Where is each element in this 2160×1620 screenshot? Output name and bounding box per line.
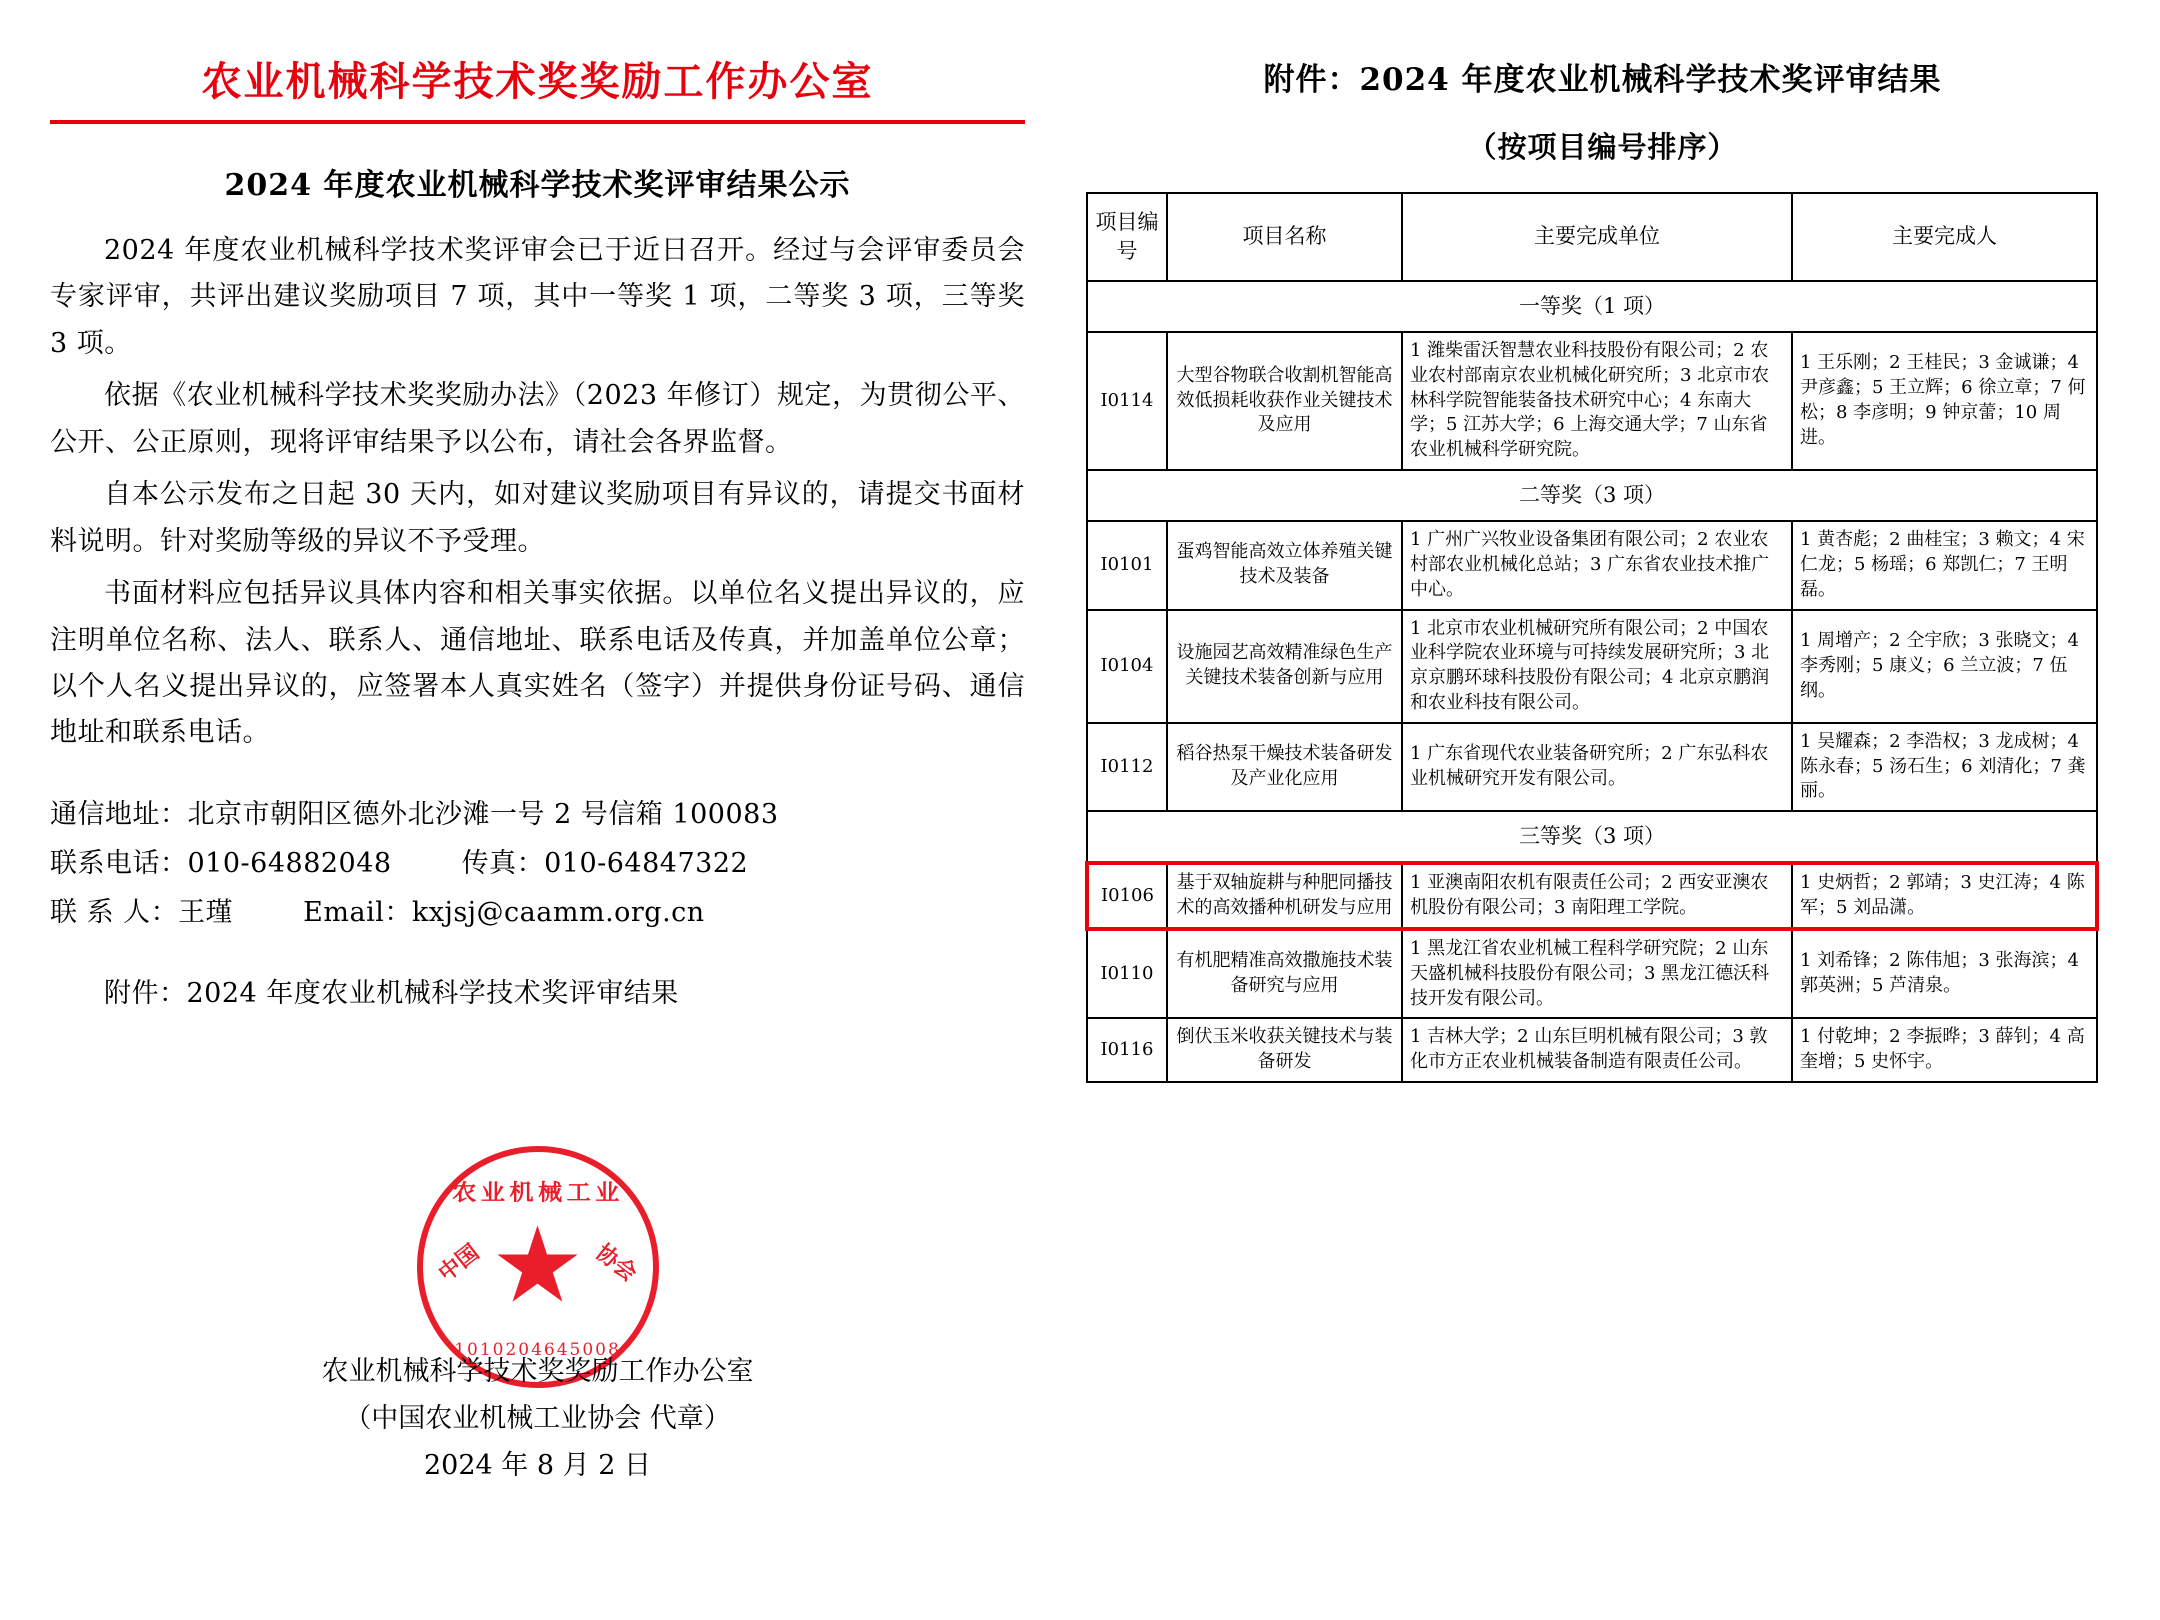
table-row	[1087, 521, 2097, 609]
header-main-units: 主要完成单位	[1402, 193, 1792, 281]
issuing-office-title: 农业机械科学技术奖奖励工作办公室	[201, 58, 874, 105]
contact-person-value: 王瑾	[178, 897, 234, 929]
contact-fax-label: 传真：	[461, 848, 545, 880]
cell-project-id: I0106	[1087, 863, 1167, 929]
signature-block	[50, 1106, 1025, 1490]
header-project-id: 项目编号	[1087, 193, 1167, 281]
header-main-people: 主要完成人	[1792, 193, 2097, 281]
cell-main-units: 1 广州广兴牧业设备集团有限公司；2 农业农村部农业机械化总站；3 广东省农业技术推广中心。	[1402, 521, 1792, 609]
notice-body	[50, 228, 1025, 757]
cell-main-people: 1 王乐刚；2 王桂民；3 金诚谦；4 尹彦鑫；5 王立辉；6 徐立章；7 何松；8 李彦明；9 钟京蕾；10 周进。	[1792, 332, 2097, 470]
table-row	[1087, 332, 2097, 470]
cell-project-id: I0114	[1087, 332, 1167, 470]
cell-main-people: 1 刘希锋；2 陈伟旭；3 张海滨；4 郭英洲；5 芦清泉。	[1792, 929, 2097, 1018]
cell-project-name: 倒伏玉米收获关键技术与装备研发	[1167, 1018, 1402, 1082]
cell-main-units: 1 黑龙江省农业机械工程科学研究院；2 山东天盛机械科技股份有限公司；3 黑龙江德沃科技开发有限公司。	[1402, 929, 1792, 1018]
cell-project-name: 稻谷热泵干燥技术装备研发及产业化应用	[1167, 723, 1402, 811]
table-row	[1087, 1018, 2097, 1082]
attachment-subtitle: （按项目编号排序）	[1467, 130, 1738, 164]
cell-main-people: 1 付乾坤；2 李振晔；3 薛钊；4 高奎增；5 史怀宇。	[1792, 1018, 2097, 1082]
table-header-row	[1087, 193, 2097, 281]
group-title-third-prize: 三等奖（3 项）	[1087, 811, 2097, 863]
attachment-title: 附件：2024 年度农业机械科学技术奖评审结果	[1263, 62, 1942, 98]
table-row	[1087, 723, 2097, 811]
cell-project-name: 有机肥精准高效撒施技术装备研究与应用	[1167, 929, 1402, 1018]
cell-main-people: 1 吴耀森；2 李浩权；3 龙成树；4 陈永春；5 汤石生；6 刘清化；7 龚丽。	[1792, 723, 2097, 811]
cell-main-people: 1 黄杏彪；2 曲桂宝；3 赖文；4 宋仁龙；5 杨瑶；6 郑凯仁；7 王明磊。	[1792, 521, 2097, 609]
group-title-first-prize: 一等奖（1 项）	[1087, 281, 2097, 332]
cell-project-id: I0110	[1087, 929, 1167, 1018]
cell-main-people: 1 史炳哲；2 郭靖；3 史江涛；4 陈军；5 刘品潇。	[1792, 863, 2097, 929]
notice-title: 2024 年度农业机械科学技术奖评审结果公示	[224, 168, 851, 203]
notice-paragraph-4: 书面材料应包括异议具体内容和相关事实依据。以单位名义提出异议的，应注明单位名称、法人、联系人、通信地址、联系电话及传真，并加盖单位公章；以个人名义提出异议的，应签署本人真实姓名（签字）并提供身份证号码、通信地址和联系电话。	[50, 578, 1025, 749]
contact-email-label: Email：	[303, 897, 412, 929]
contact-spacer-2	[233, 889, 303, 936]
group-title-second-prize: 二等奖（3 项）	[1087, 470, 2097, 521]
signature-date: 2024 年 8 月 2 日	[424, 1450, 651, 1482]
cell-project-id: I0112	[1087, 723, 1167, 811]
award-results-table	[1085, 192, 2099, 1083]
cell-main-units: 1 亚澳南阳农机有限责任公司；2 西安亚澳农机股份有限公司；3 南阳理工学院。	[1402, 863, 1792, 929]
cell-project-name: 基于双轴旋耕与种肥同播技术的高效播种机研发与应用	[1167, 863, 1402, 929]
seal-bottom-text: 1010204645008	[454, 1339, 621, 1360]
contact-person-row	[50, 889, 1025, 936]
notice-paragraph-1: 2024 年度农业机械科学技术奖评审会已于近日召开。经过与会评审委员会专家评审，共评出建议奖励项目 7 项，其中一等奖 1 项，二等奖 3 项，三等奖 3 项。	[50, 235, 1025, 359]
group-header-row	[1087, 281, 2097, 332]
seal-left-text: 中国	[433, 1238, 484, 1287]
contact-block	[50, 791, 1025, 937]
seal-star-icon: ★	[494, 1216, 581, 1317]
signature-association: （中国农业机械工业协会 代章）	[344, 1402, 731, 1434]
contact-address-label: 通信地址：	[50, 798, 188, 830]
contact-person-label: 联 系 人：	[50, 897, 179, 929]
seal-right-text: 协会	[591, 1238, 642, 1287]
cell-main-units: 1 广东省现代农业装备研究所；2 广东弘科农业机械研究开发有限公司。	[1402, 723, 1792, 811]
cell-project-name: 设施园艺高效精准绿色生产关键技术装备创新与应用	[1167, 610, 1402, 723]
cell-main-units: 1 北京市农业机械研究所有限公司；2 中国农业科学院农业环境与可持续发展研究所；3 北京京鹏环球科技股份有限公司；4 北京京鹏润和农业科技有限公司。	[1402, 610, 1792, 723]
contact-spacer	[392, 840, 462, 887]
group-header-row	[1087, 470, 2097, 521]
contact-address-row	[50, 791, 1025, 838]
table-row-highlighted	[1087, 863, 2097, 929]
cell-project-name: 蛋鸡智能高效立体养殖关键技术及装备	[1167, 521, 1402, 609]
contact-email-value: kxjsj@caamm.org.cn	[411, 897, 705, 929]
attachment-reference: 附件：2024 年度农业机械科学技术奖评审结果	[104, 977, 679, 1009]
group-header-row	[1087, 811, 2097, 863]
signature-office: 农业机械科学技术奖奖励工作办公室	[321, 1355, 754, 1387]
contact-address-value: 北京市朝阳区德外北沙滩一号 2 号信箱 100083	[187, 798, 779, 830]
notice-paragraph-2: 依据《农业机械科学技术奖奖励办法》（2023 年修订）规定，为贯彻公平、公开、公正原则，现将评审结果予以公布，请社会各界监督。	[50, 380, 1025, 458]
table-row	[1087, 610, 2097, 723]
cell-project-id: I0116	[1087, 1018, 1167, 1082]
contact-fax-value: 010-64847322	[544, 848, 749, 880]
cell-main-units: 1 潍柴雷沃智慧农业科技股份有限公司；2 农业农村部南京农业机械化研究所；3 北京市农林科学院智能装备技术研究中心；4 东南大学；5 江苏大学；6 上海交通大学；7 山东省农业机械科学研究院。	[1402, 332, 1792, 470]
notice-column	[0, 0, 1065, 1620]
contact-phone-row	[50, 840, 1025, 887]
cell-project-id: I0104	[1087, 610, 1167, 723]
attachment-column	[1065, 0, 2160, 1620]
cell-project-name: 大型谷物联合收割机智能高效低损耗收获作业关键技术及应用	[1167, 332, 1402, 470]
cell-main-units: 1 吉林大学；2 山东巨明机械有限公司；3 敦化市方正农业机械装备制造有限责任公司。	[1402, 1018, 1792, 1082]
red-divider	[50, 120, 1025, 124]
table-row	[1087, 929, 2097, 1018]
contact-phone-label: 联系电话：	[50, 848, 188, 880]
seal-top-text: 农业机械工业	[451, 1179, 624, 1206]
cell-main-people: 1 周增产；2 仝宇欣；3 张晓文；4 李秀刚；5 康义；6 兰立波；7 伍纲。	[1792, 610, 2097, 723]
notice-paragraph-3: 自本公示发布之日起 30 天内，如对建议奖励项目有异议的，请提交书面材料说明。针对奖励等级的异议不予受理。	[50, 479, 1025, 557]
cell-project-id: I0101	[1087, 521, 1167, 609]
header-project-name: 项目名称	[1167, 193, 1402, 281]
contact-phone-value: 010-64882048	[187, 848, 392, 880]
